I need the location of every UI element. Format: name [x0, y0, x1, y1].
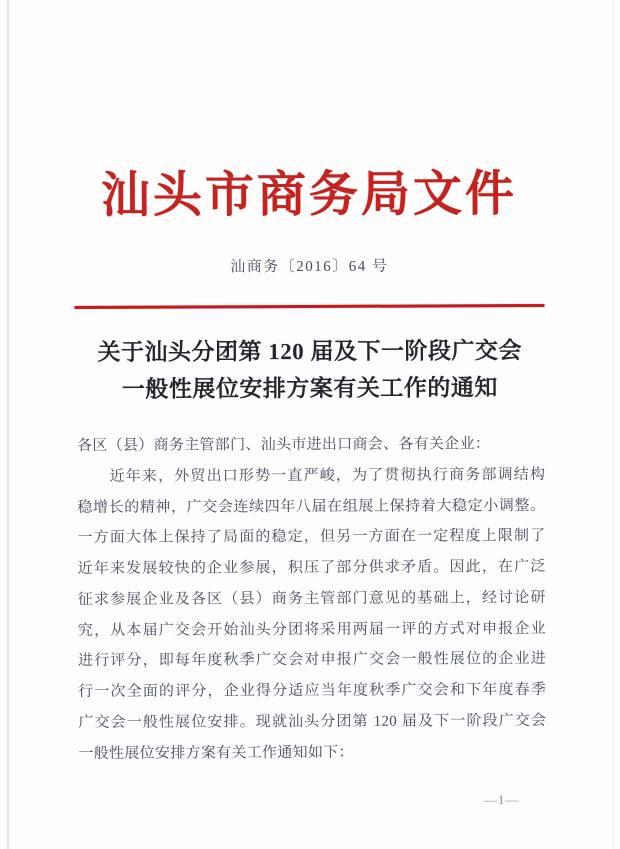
page-number: —1—: [483, 792, 520, 808]
body-line: 行一次全面的评分，企业得分适应当年度秋季广交会和下年度春季: [78, 681, 547, 701]
red-divider-rule: [74, 304, 544, 309]
body-line: 各区（县）商务主管部门、汕头市进出口商会、各有关企业：: [77, 436, 491, 455]
body-line: 一般性展位安排方案有关工作通知如下：: [78, 744, 354, 762]
body-line: 近年来，外贸出口形势一直严峻，为了贯彻执行商务部调结构: [77, 466, 546, 485]
document-title-line-2: 一般性展位安排方案有关工作的通知: [121, 375, 498, 402]
body-line: 究，从本届广交会开始汕头分团将采用两届一评的方式对申报企业: [77, 620, 546, 639]
body-line: 广交会一般性展位安排。现就汕头分团第 120 届及下一阶段广交会: [78, 712, 547, 731]
agency-header-title: 汕头市商务局文件: [100, 166, 518, 223]
body-line: 近年来发展较快的企业参展，积压了部分供求矛盾。因此，在广泛: [77, 558, 546, 578]
body-line: 稳增长的精神，广交会连续四年八届在组展上保持着大稳定小调整。: [77, 497, 546, 516]
body-line: 进行评分，即每年度秋季广交会对申报广交会一般性展位的企业进: [77, 651, 547, 670]
document-reference-number: 汕商务〔2016〕64 号: [230, 258, 389, 276]
body-line: 征求参展企业及各区（县）商务主管部门意见的基础上，经讨论研: [77, 589, 546, 608]
document-title-line-1: 关于汕头分团第 120 届及下一阶段广交会: [97, 338, 522, 365]
body-text: [77, 429, 546, 769]
document-title: [0, 332, 620, 409]
body-line: 一方面大体上保持了局面的稳定，但另一方面在一定程度上限制了: [77, 528, 546, 547]
